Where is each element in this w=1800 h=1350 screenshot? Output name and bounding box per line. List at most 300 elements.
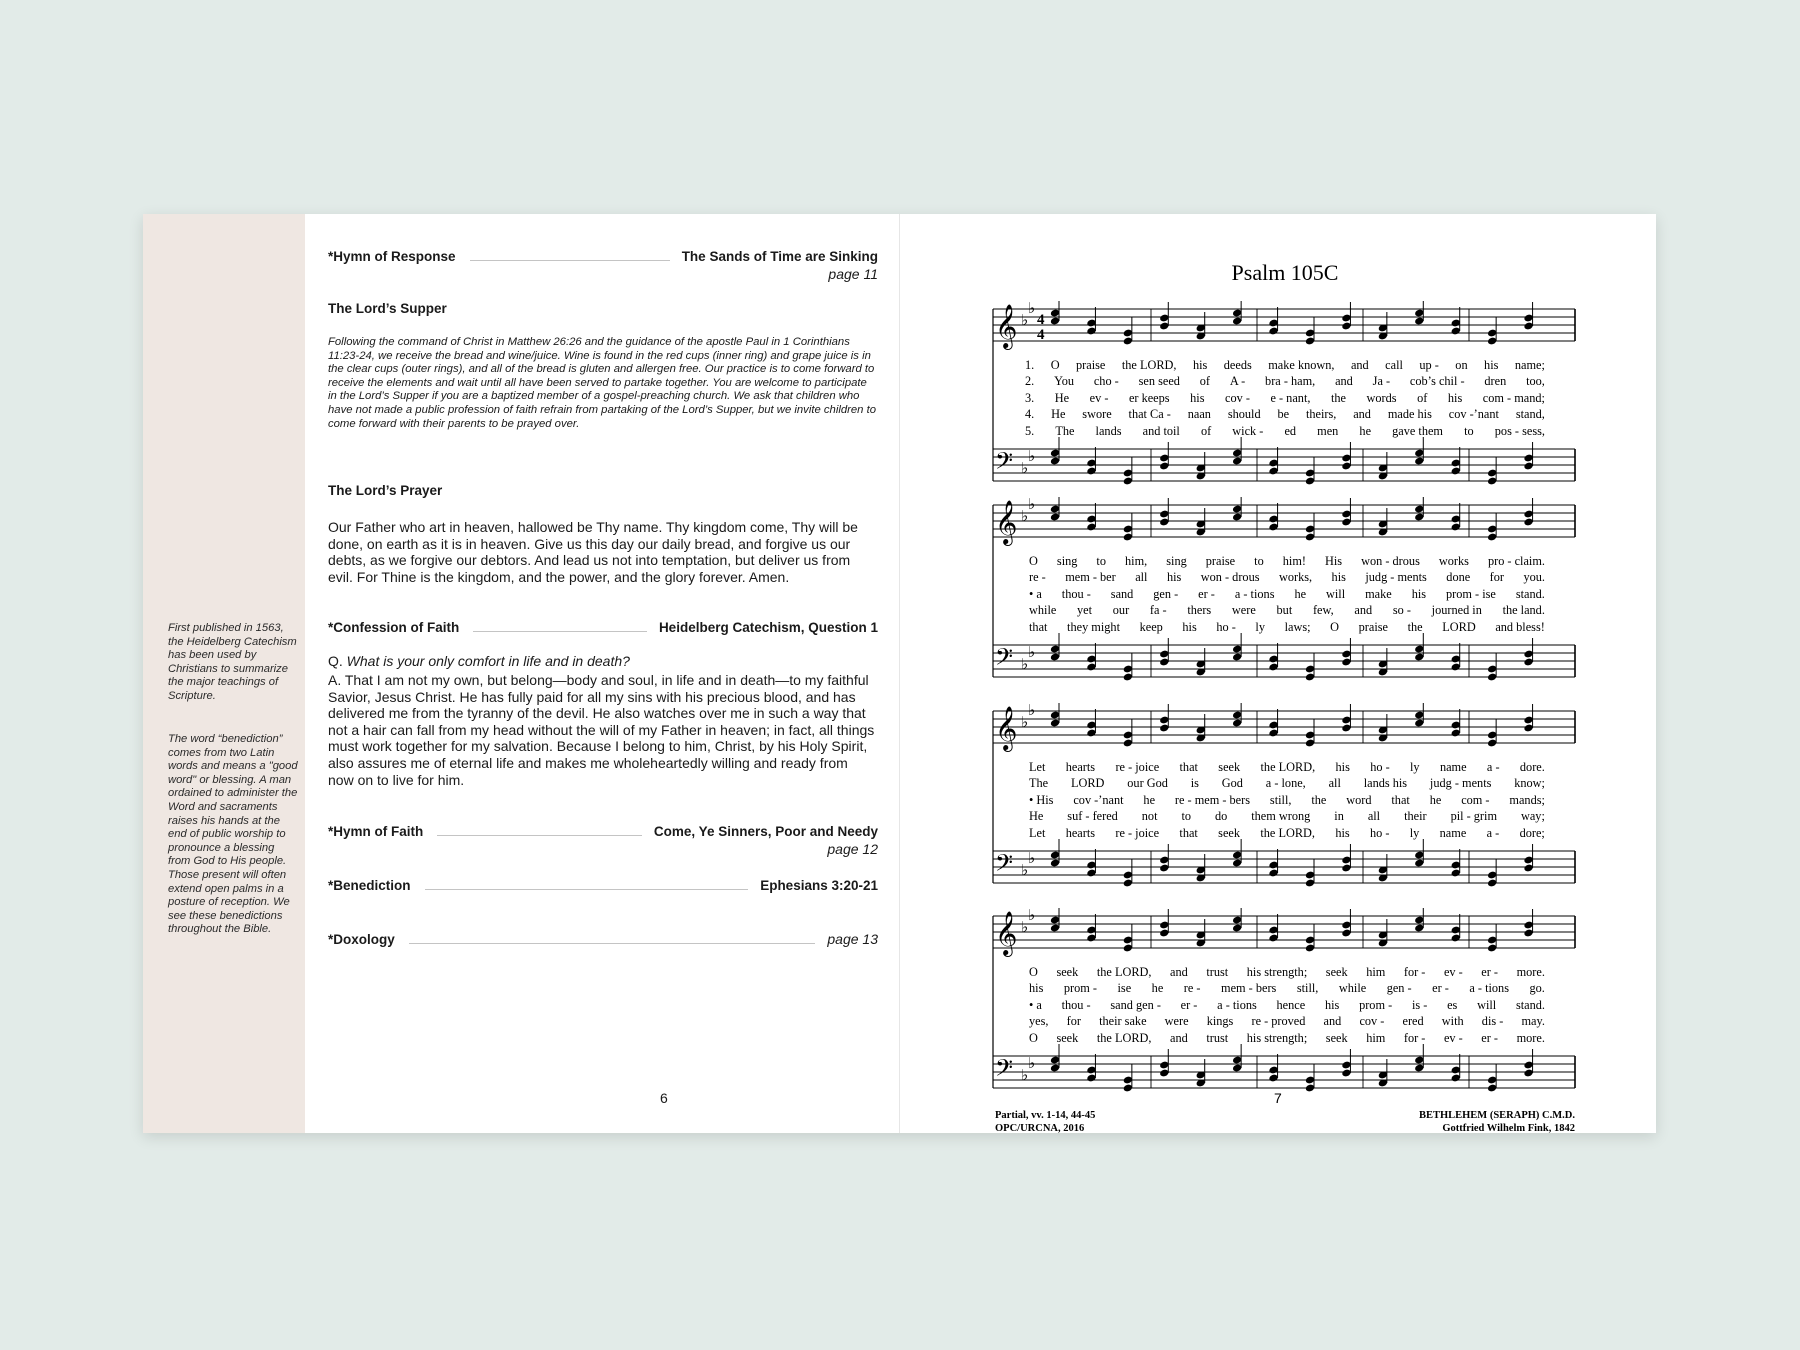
lyric-syllable: his strength; xyxy=(1246,1030,1308,1045)
lyric-line xyxy=(1029,619,1545,635)
lyric-syllable: that xyxy=(1179,759,1198,774)
lyric-syllable: more. xyxy=(1516,1030,1545,1045)
left-page xyxy=(328,214,878,1133)
hymn-of-faith-row xyxy=(328,821,878,841)
music-system xyxy=(985,301,1585,491)
flat-icon: ♭ xyxy=(1028,1056,1036,1072)
lyric-syllable: trust xyxy=(1206,964,1229,979)
treble-clef-icon: 𝄞 xyxy=(995,706,1018,750)
flat-icon: ♭ xyxy=(1028,851,1036,867)
lyric-syllable: yet xyxy=(1077,603,1093,618)
lyric-syllable: naan xyxy=(1187,407,1211,422)
lords-prayer-heading: The Lord’s Prayer xyxy=(328,483,443,498)
lyric-syllable: all xyxy=(1367,809,1381,824)
lyric-line xyxy=(1029,759,1545,775)
lyric-syllable: praise xyxy=(1358,619,1389,634)
lyric-syllable: 3. xyxy=(1025,390,1035,405)
lyric-syllable: ly xyxy=(1410,759,1420,774)
lyric-syllable: seek xyxy=(1056,1030,1079,1045)
lyric-syllable: name xyxy=(1439,759,1467,774)
lyric-line xyxy=(1029,570,1545,586)
lyric-syllable: of xyxy=(1200,423,1212,438)
margin-gutter xyxy=(143,214,305,1133)
lyric-syllable: a - tions xyxy=(1217,997,1257,1012)
lyric-syllable: done xyxy=(1446,570,1471,585)
lyric-syllable: seek xyxy=(1218,759,1241,774)
lyric-syllable: LORD xyxy=(1070,776,1105,791)
lyric-syllable: stand. xyxy=(1515,997,1545,1012)
lyric-syllable: LORD xyxy=(1442,619,1476,634)
lyric-syllable: cov - xyxy=(1359,1014,1385,1029)
lyric-syllable: cov - xyxy=(1225,390,1250,405)
lyric-line xyxy=(1029,997,1545,1013)
lyric-syllable: but xyxy=(1276,603,1293,618)
flat-icon: ♭ xyxy=(1021,920,1029,936)
lyric-syllable: dren xyxy=(1484,374,1507,389)
psalm-title: Psalm 105C xyxy=(1231,260,1339,285)
lyric-syllable: trust xyxy=(1206,1030,1229,1045)
lyric-syllable: e - nant, xyxy=(1270,390,1311,405)
lyric-syllable: His xyxy=(1325,553,1343,568)
lyric-syllable: few, xyxy=(1312,603,1334,618)
page-fold xyxy=(899,214,900,1133)
treble-clef-icon: 𝄞 xyxy=(995,911,1018,955)
lyric-syllable: praise xyxy=(1205,553,1236,568)
lyric-syllable: go. xyxy=(1529,981,1545,996)
lyric-syllable: him xyxy=(1366,964,1386,979)
lyric-syllable: seek xyxy=(1325,1030,1348,1045)
lyric-syllable: judg - ments xyxy=(1365,570,1427,585)
lyric-syllable: sand gen - xyxy=(1110,997,1161,1012)
lyric-syllable: be xyxy=(1277,407,1290,422)
lyric-syllable: kings xyxy=(1206,1014,1234,1029)
lyric-line xyxy=(1029,964,1545,980)
lyric-syllable: dis - xyxy=(1481,1014,1504,1029)
lyric-line xyxy=(1025,357,1545,373)
lyric-syllable: make known, xyxy=(1268,357,1335,372)
lyric-syllable: should xyxy=(1227,407,1261,422)
bass-clef-icon: 𝄢 xyxy=(995,643,1014,676)
lyric-syllable: A - xyxy=(1229,374,1246,389)
lyric-syllable: their sake xyxy=(1099,1014,1147,1029)
lyric-syllable: O xyxy=(1050,357,1060,372)
lyric-syllable: prom - ise xyxy=(1446,586,1496,601)
lyric-syllable: ise xyxy=(1117,981,1132,996)
lyric-syllable: and xyxy=(1350,357,1369,372)
lyric-syllable: re - xyxy=(1183,981,1201,996)
lyric-line xyxy=(1029,825,1545,841)
lyric-syllable: er - xyxy=(1481,1030,1499,1045)
lyric-line xyxy=(1025,423,1545,439)
lyric-syllable: a - lone, xyxy=(1265,776,1306,791)
lyric-syllable: he xyxy=(1151,981,1164,996)
music-system xyxy=(985,908,1585,1098)
lyric-syllable: re - mem - bers xyxy=(1174,792,1251,807)
lyric-syllable: seek xyxy=(1218,825,1241,840)
lyric-syllable: so - xyxy=(1392,603,1411,618)
lyric-syllable: his xyxy=(1447,390,1463,405)
flat-icon: ♭ xyxy=(1028,703,1036,719)
lyric-syllable: com - xyxy=(1461,792,1490,807)
lyric-syllable: you. xyxy=(1523,570,1545,585)
flat-icon: ♭ xyxy=(1028,449,1036,465)
lyric-syllable: cov -’nant xyxy=(1448,407,1499,422)
lyric-syllable: ev - xyxy=(1089,390,1109,405)
credit-right xyxy=(1335,1109,1575,1135)
leader-line xyxy=(473,623,647,632)
flat-icon: ♭ xyxy=(1021,313,1029,329)
hymn-response-page: page 11 xyxy=(828,266,878,282)
lyric-syllable: the LORD, xyxy=(1096,1030,1152,1045)
lyric-syllable: The xyxy=(1055,423,1075,438)
lyric-syllable: fa - xyxy=(1149,603,1167,618)
credit-left-verses: Partial, vv. 1-14, 44-45 xyxy=(995,1110,1096,1121)
lyric-syllable: a - xyxy=(1486,825,1500,840)
lyric-syllable: men xyxy=(1317,423,1339,438)
lyric-syllable: yes, xyxy=(1029,1014,1049,1029)
lyric-syllable: O xyxy=(1029,964,1038,979)
leader-line xyxy=(425,881,749,890)
lyric-syllable: God xyxy=(1221,776,1243,791)
lyric-syllable: up - xyxy=(1419,357,1439,372)
lyric-syllable: cho - xyxy=(1093,374,1119,389)
lyric-syllable: his xyxy=(1190,390,1205,405)
lyric-syllable: 4. xyxy=(1025,407,1035,422)
hymn-response-title: The Sands of Time are Sinking xyxy=(681,248,878,264)
lyric-syllable: judg - ments xyxy=(1429,776,1492,791)
lyric-syllable: to xyxy=(1181,809,1192,824)
lyric-syllable: re - joice xyxy=(1115,759,1160,774)
lyric-syllable: he xyxy=(1143,792,1156,807)
lyric-syllable: ed xyxy=(1284,423,1297,438)
catechism-answer: A. That I am not my own, but belong—body and soul, in life and in death—to my faithful Savior, Jesus Christ. He has fully paid for all my sins with his precious blood, and has delivered me from the tyranny of the devil. He also watches over me in such a way that not a hair can fall from my head without the will of my Father in heaven; in fact, all things must work together for my salvation. Because I belong to him, Christ, by his Holy Spirit, also assures me of eternal life and makes me wholeheartedly willing and ready from now on to live for him. xyxy=(328,672,875,788)
lords-prayer-text: Our Father who art in heaven, hallowed be Thy name. Thy kingdom come, Thy will be done, on earth as it is in heaven. Give us this day our daily bread, and forgive us our debts, as we forgive our debtors. And lead us not into temptation, but deliver us from evil. For Thine is the kingdom, and the power, and the glory forever. Amen. xyxy=(328,519,858,585)
lyric-syllable: hearts xyxy=(1065,759,1096,774)
bass-clef-icon: 𝄢 xyxy=(995,1054,1014,1087)
question-text: What is your only comfort in life and in death? xyxy=(346,653,630,669)
hymn-of-response-row xyxy=(328,246,878,266)
doxology-page: page 13 xyxy=(827,931,878,947)
treble-clef-icon: 𝄞 xyxy=(995,304,1018,348)
lyric-syllable: • His xyxy=(1029,792,1054,807)
lyric-syllable: word xyxy=(1346,792,1372,807)
page-number-left: 6 xyxy=(660,1090,668,1106)
lyric-syllable: mands; xyxy=(1509,792,1545,807)
lyric-syllable: know; xyxy=(1514,776,1545,791)
question-prefix: Q. xyxy=(328,653,343,669)
lyric-syllable: O xyxy=(1029,1030,1038,1045)
lyric-syllable: the LORD, xyxy=(1260,759,1316,774)
lyric-syllable: a - xyxy=(1486,759,1500,774)
lyric-syllable: his strength; xyxy=(1246,964,1308,979)
lyric-syllable: will xyxy=(1326,586,1346,601)
lyric-syllable: seek xyxy=(1325,964,1348,979)
lyric-syllable: thers xyxy=(1187,603,1212,618)
lyric-syllable: lands his xyxy=(1363,776,1408,791)
lyric-syllable: the xyxy=(1330,390,1346,405)
lyric-syllable: his xyxy=(1182,619,1197,634)
lyric-syllable: his xyxy=(1335,759,1350,774)
lyric-syllable: may. xyxy=(1521,1014,1545,1029)
lyric-syllable: ho - xyxy=(1369,825,1390,840)
leader-line xyxy=(437,827,642,836)
hymn-sheet xyxy=(985,214,1585,1133)
lyric-syllable: on xyxy=(1455,357,1468,372)
lyric-syllable: He xyxy=(1054,390,1070,405)
lyric-line xyxy=(1029,1014,1545,1030)
lyric-line xyxy=(1029,981,1545,997)
lyric-line xyxy=(1029,792,1545,808)
confession-row xyxy=(328,617,878,637)
bass-clef-icon: 𝄢 xyxy=(995,849,1014,882)
lyric-line xyxy=(1025,390,1545,406)
lyric-line xyxy=(1029,553,1545,569)
page-number-right: 7 xyxy=(1274,1090,1282,1106)
lyric-syllable: bra - ham, xyxy=(1265,374,1316,389)
lyric-syllable: He xyxy=(1029,809,1044,824)
lyric-syllable: to xyxy=(1096,553,1106,568)
lyric-syllable: prom - xyxy=(1359,997,1393,1012)
bass-clef-icon: 𝄢 xyxy=(995,447,1014,480)
lyric-syllable: won - drous xyxy=(1200,570,1260,585)
lyric-syllable: call xyxy=(1385,357,1403,372)
lyric-line xyxy=(1029,1030,1545,1046)
lyric-syllable: com - mand; xyxy=(1482,390,1545,405)
lyric-syllable: re - proved xyxy=(1251,1014,1306,1029)
lyric-syllable: mem - ber xyxy=(1065,570,1116,585)
lyric-syllable: O xyxy=(1029,553,1038,568)
lyric-syllable: all xyxy=(1328,776,1341,791)
lyric-syllable: is xyxy=(1190,776,1199,791)
lyric-syllable: sing xyxy=(1056,553,1078,568)
hymn-faith-title: Come, Ye Sinners, Poor and Needy xyxy=(653,823,878,839)
lyric-syllable: he xyxy=(1359,423,1372,438)
lyric-syllable: his xyxy=(1166,570,1182,585)
lyric-syllable: of xyxy=(1199,374,1211,389)
lyric-syllable: were xyxy=(1231,603,1256,618)
lyric-syllable: prom - xyxy=(1063,981,1097,996)
lyric-syllable: do xyxy=(1214,809,1228,824)
lyric-syllable: ho - xyxy=(1370,759,1390,774)
lyric-syllable: that xyxy=(1391,792,1410,807)
lyric-syllable: still, xyxy=(1269,792,1292,807)
benediction-row xyxy=(328,875,878,895)
lyric-syllable: and xyxy=(1323,1014,1342,1029)
flat-icon: ♭ xyxy=(1021,715,1029,731)
lyric-syllable: name; xyxy=(1514,357,1545,372)
lyric-syllable: swore xyxy=(1082,407,1112,422)
lyric-syllable: dore. xyxy=(1519,759,1545,774)
lyric-syllable: • a xyxy=(1029,997,1042,1012)
lyric-syllable: the LORD, xyxy=(1121,357,1177,372)
lyric-syllable: way; xyxy=(1520,809,1545,824)
benediction-note: The word “benediction” comes from two Latin words and means a "good word" or blessing. A man ordained to administer the Word and sacraments raises his hands at the end of public worship to pronounce a blessing from God to His people. Those present will often extend open palms in a posture of reception. We see these benedictions throughout the Bible. xyxy=(168,733,298,936)
lyric-syllable: and toil xyxy=(1142,423,1180,438)
lyric-syllable: 5. xyxy=(1025,423,1035,438)
lyric-syllable: and xyxy=(1170,964,1188,979)
lyric-syllable: ered xyxy=(1402,1014,1424,1029)
lyric-syllable: stand. xyxy=(1515,586,1545,601)
lyric-syllable: works, xyxy=(1278,570,1313,585)
lyric-syllable: er keeps xyxy=(1128,390,1170,405)
lyric-syllable: ev - xyxy=(1443,1030,1463,1045)
lyric-syllable: his xyxy=(1484,357,1499,372)
lyric-syllable: for - xyxy=(1403,1030,1426,1045)
lyric-syllable: them wrong xyxy=(1251,809,1311,824)
lyric-syllable: that xyxy=(1179,825,1198,840)
music-system xyxy=(985,497,1585,687)
lyric-syllable: too, xyxy=(1526,374,1545,389)
lyric-line xyxy=(1029,809,1545,825)
flat-icon: ♭ xyxy=(1021,657,1029,673)
lyric-syllable: He xyxy=(1051,407,1066,422)
lyric-syllable: hearts xyxy=(1065,825,1096,840)
lyric-syllable: the xyxy=(1311,792,1327,807)
lyric-syllable: sand xyxy=(1110,586,1134,601)
lyric-syllable: pos - sess, xyxy=(1494,423,1545,438)
lyric-syllable: of xyxy=(1417,390,1428,405)
lyric-syllable: suf - fered xyxy=(1067,809,1118,824)
lyric-syllable: to xyxy=(1254,553,1264,568)
benediction-title: Ephesians 3:20-21 xyxy=(760,877,878,893)
lyric-syllable: for xyxy=(1489,570,1504,585)
lyric-syllable: ly xyxy=(1255,619,1265,634)
lyric-syllable: will xyxy=(1477,997,1497,1012)
lyric-syllable: er - xyxy=(1180,997,1198,1012)
lyric-syllable: er - xyxy=(1432,981,1449,996)
lyric-syllable: to xyxy=(1464,423,1474,438)
lyric-syllable: ho - xyxy=(1216,619,1236,634)
lyric-syllable: laws; xyxy=(1284,619,1311,634)
flat-icon: ♭ xyxy=(1021,461,1029,477)
lyric-syllable: sing xyxy=(1166,553,1187,568)
lyric-syllable: cov -’nant xyxy=(1073,792,1124,807)
lyric-syllable: praise xyxy=(1076,357,1106,372)
lyric-syllable: for - xyxy=(1403,964,1426,979)
lyric-syllable: 1. xyxy=(1025,357,1035,372)
lyric-syllable: his xyxy=(1324,997,1340,1012)
lyric-syllable: that Ca - xyxy=(1128,407,1171,422)
lyric-syllable: works xyxy=(1438,553,1469,568)
lyric-syllable: were xyxy=(1164,1014,1189,1029)
lyric-syllable: words xyxy=(1366,390,1397,405)
lyric-syllable: our xyxy=(1112,603,1130,618)
lyric-syllable: the LORD, xyxy=(1096,964,1152,979)
lyric-syllable: they might xyxy=(1067,619,1120,634)
lyric-syllable: he xyxy=(1429,792,1442,807)
lyric-line xyxy=(1029,586,1545,602)
confession-title: Heidelberg Catechism, Question 1 xyxy=(658,619,878,635)
lyric-line xyxy=(1025,374,1545,390)
lyric-syllable: all xyxy=(1135,570,1148,585)
lyric-syllable: and xyxy=(1335,374,1353,389)
lyric-syllable: his xyxy=(1192,357,1208,372)
lyric-syllable: dore; xyxy=(1519,825,1545,840)
lyric-syllable: • a xyxy=(1029,586,1042,601)
flat-icon: ♭ xyxy=(1028,497,1036,513)
lyric-syllable: that xyxy=(1029,619,1048,634)
lyric-syllable: while xyxy=(1029,603,1057,618)
lyric-line xyxy=(1025,407,1545,423)
lyric-syllable: wick - xyxy=(1232,423,1264,438)
lyric-syllable: cob’s chil - xyxy=(1409,374,1465,389)
lyric-syllable: es xyxy=(1447,997,1458,1012)
hymn-faith-page: page 12 xyxy=(827,841,878,857)
catechism-question xyxy=(328,653,630,669)
lords-supper-text: Following the command of Christ in Matthew 26:26 and the guidance of the apostle Paul in 1 Corinthians 11:23-24, we receive the bread and wine/juice. Wine is found in the red cups (inner ring) and grape juice is in the clear cups (outer rings), and all of the bread is gluten and allergen free. Our practice is to come forward to receive the elements and wait until all have been served to partake together. You are welcome to participate in the Lord’s Supper if you are a baptized member of a gospel-preaching church. We ask that children who have not made a public profession of faith refrain from partaking of the Lord’s Supper, but we invite children to come forward with their parents to be prayed over. xyxy=(328,336,877,430)
lyric-syllable: and bless! xyxy=(1495,619,1545,634)
lyric-syllable: won - drous xyxy=(1361,553,1420,568)
flat-icon: ♭ xyxy=(1028,645,1036,661)
hymn-faith-label: *Hymn of Faith xyxy=(328,823,424,839)
music-system xyxy=(985,703,1585,893)
lyric-syllable: not xyxy=(1141,809,1158,824)
lyric-syllable: a - tions xyxy=(1234,586,1275,601)
lords-supper-heading: The Lord’s Supper xyxy=(328,301,447,316)
flat-icon: ♭ xyxy=(1021,509,1029,525)
lyric-syllable: ev - xyxy=(1443,964,1463,979)
lyric-syllable: keep xyxy=(1139,619,1163,634)
lyric-syllable: he xyxy=(1294,586,1307,601)
treble-clef-icon: 𝄞 xyxy=(995,500,1018,544)
lyric-syllable: Let xyxy=(1029,759,1046,774)
lyric-syllable: is - xyxy=(1411,997,1428,1012)
lyric-syllable: with xyxy=(1441,1014,1464,1029)
lyric-line xyxy=(1029,603,1545,619)
lyric-syllable: hence xyxy=(1276,997,1306,1012)
lyric-syllable: The xyxy=(1029,776,1049,791)
lyric-syllable: sen seed xyxy=(1138,374,1180,389)
time-signature: 4 xyxy=(1037,327,1045,343)
lyric-syllable: Ja - xyxy=(1372,374,1391,389)
lyric-syllable: made his xyxy=(1387,407,1432,422)
lyric-syllable: seek xyxy=(1056,964,1079,979)
lyric-syllable: er - xyxy=(1481,964,1499,979)
lyric-syllable: re - joice xyxy=(1115,825,1160,840)
lyric-syllable: him xyxy=(1366,1030,1386,1045)
tune-name: BETHLEHEM (SERAPH) C.M.D. xyxy=(1418,1110,1575,1121)
lyric-syllable: his xyxy=(1335,825,1350,840)
lyric-syllable: deeds xyxy=(1223,357,1252,372)
lyric-syllable: while xyxy=(1338,981,1367,996)
flat-icon: ♭ xyxy=(1021,1068,1029,1084)
lyric-syllable: O xyxy=(1330,619,1340,634)
confession-label: *Confession of Faith xyxy=(328,619,460,635)
hymn-response-label: *Hymn of Response xyxy=(328,248,456,264)
lyric-syllable: pil - grim xyxy=(1450,809,1498,824)
lyric-syllable: the land. xyxy=(1502,603,1545,618)
credit-left xyxy=(995,1109,1195,1135)
lyric-syllable: journed in xyxy=(1431,603,1482,618)
lyric-syllable: You xyxy=(1054,374,1075,389)
lyric-syllable: his xyxy=(1411,586,1427,601)
lyric-syllable: 2. xyxy=(1025,374,1035,389)
lyric-syllable: pro - claim. xyxy=(1487,553,1545,568)
lyric-syllable: gen - xyxy=(1386,981,1412,996)
lyric-syllable: thou - xyxy=(1061,997,1091,1012)
lyric-syllable: the xyxy=(1407,619,1423,634)
lyric-syllable: mem - bers xyxy=(1221,981,1277,996)
flat-icon: ♭ xyxy=(1028,301,1036,317)
doxology-row xyxy=(328,929,878,949)
lyric-syllable: name xyxy=(1439,825,1467,840)
lyric-syllable: theirs, xyxy=(1305,407,1337,422)
benediction-label: *Benediction xyxy=(328,877,411,893)
flat-icon: ♭ xyxy=(1028,908,1036,924)
doxology-label: *Doxology xyxy=(328,931,395,947)
lyric-syllable: the LORD, xyxy=(1260,825,1315,840)
lyric-syllable: gen - xyxy=(1153,586,1179,601)
